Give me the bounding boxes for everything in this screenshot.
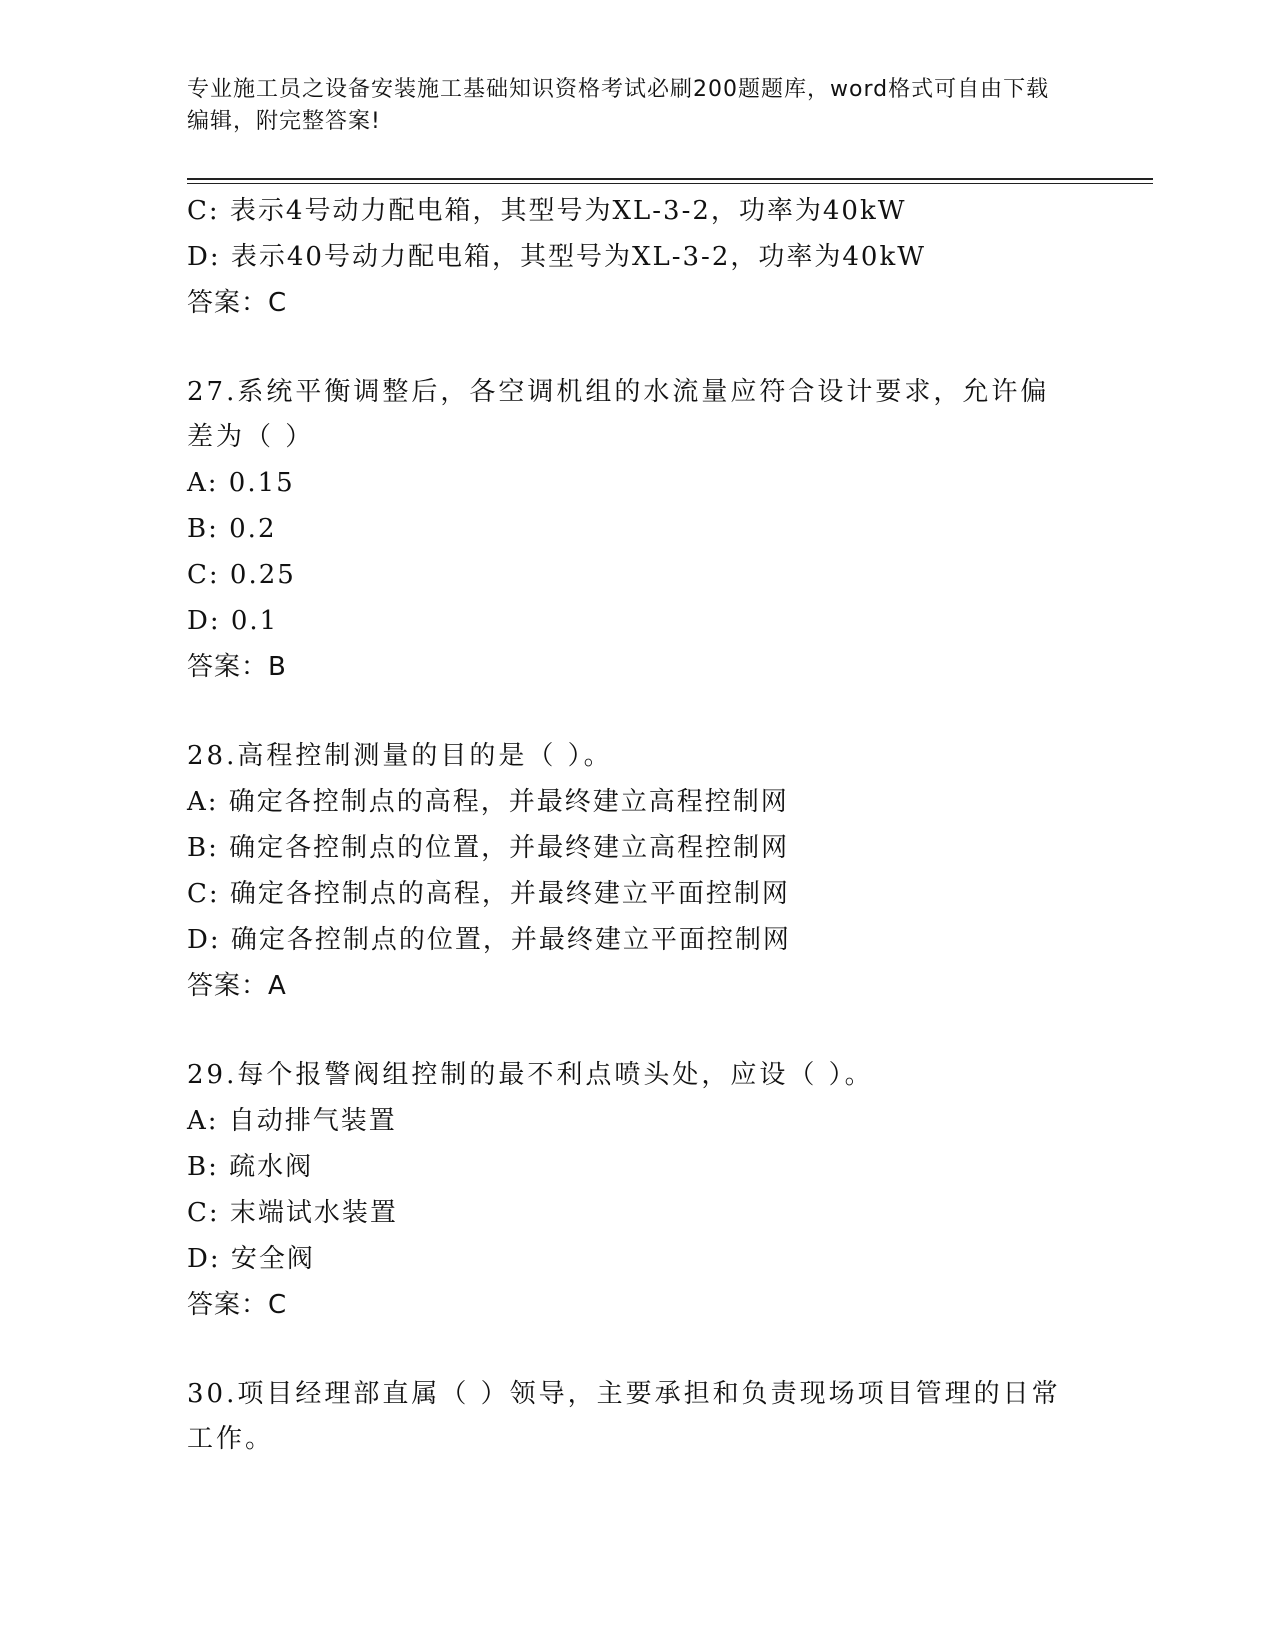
option-d: D: 确定各控制点的位置，并最终建立平面控制网 — [187, 925, 791, 955]
answer-label: 答案：C — [187, 288, 288, 318]
answer-label: 答案：A — [187, 971, 287, 1001]
option-a: A: 自动排气装置 — [187, 1106, 397, 1136]
option-b: B: 疏水阀 — [187, 1152, 314, 1182]
question-block-28 — [187, 734, 1087, 1009]
option-c: C: 末端试水装置 — [187, 1198, 398, 1228]
document-header: 专业施工员之设备安装施工基础知识资格考试必刷200题题库，word格式可自由下载编辑，附完整答案! — [187, 77, 1050, 134]
header-rule-thick — [187, 178, 1153, 180]
spacer — [187, 326, 1087, 370]
question-block-29 — [187, 1053, 1087, 1328]
question-block-26 — [187, 188, 1087, 326]
spacer — [187, 690, 1087, 734]
question-block-30 — [187, 1372, 1087, 1462]
option-c: C: 0.25 — [187, 560, 296, 590]
option-b: B: 0.2 — [187, 514, 277, 544]
answer-label: 答案：C — [187, 1290, 288, 1320]
option-d: D: 0.1 — [187, 606, 279, 636]
option-d: D: 安全阀 — [187, 1244, 315, 1274]
option-a: A: 确定各控制点的高程，并最终建立高程控制网 — [187, 787, 789, 817]
option-c: C: 表示4号动力配电箱，其型号为XL-3-2，功率为40kW — [187, 196, 907, 226]
option-a: A: 0.15 — [187, 468, 295, 498]
spacer — [187, 1328, 1087, 1372]
spacer — [187, 1009, 1087, 1053]
question-stem: 30.项目经理部直属（ ）领导，主要承担和负责现场项目管理的日常工作。 — [187, 1379, 1061, 1454]
question-stem: 29.每个报警阀组控制的最不利点喷头处，应设（ ）。 — [187, 1060, 874, 1090]
option-b: B: 确定各控制点的位置，并最终建立高程控制网 — [187, 833, 790, 863]
question-list — [187, 188, 1087, 1462]
question-block-27 — [187, 370, 1087, 690]
question-stem: 28.高程控制测量的目的是（ ）。 — [187, 741, 613, 771]
answer-label: 答案：B — [187, 652, 287, 682]
option-c: C: 确定各控制点的高程，并最终建立平面控制网 — [187, 879, 790, 909]
option-d: D: 表示40号动力配电箱，其型号为XL-3-2，功率为40kW — [187, 242, 926, 272]
question-stem: 27.系统平衡调整后，各空调机组的水流量应符合设计要求，允许偏差为（ ） — [187, 377, 1050, 452]
header-rule-thin — [187, 183, 1153, 184]
